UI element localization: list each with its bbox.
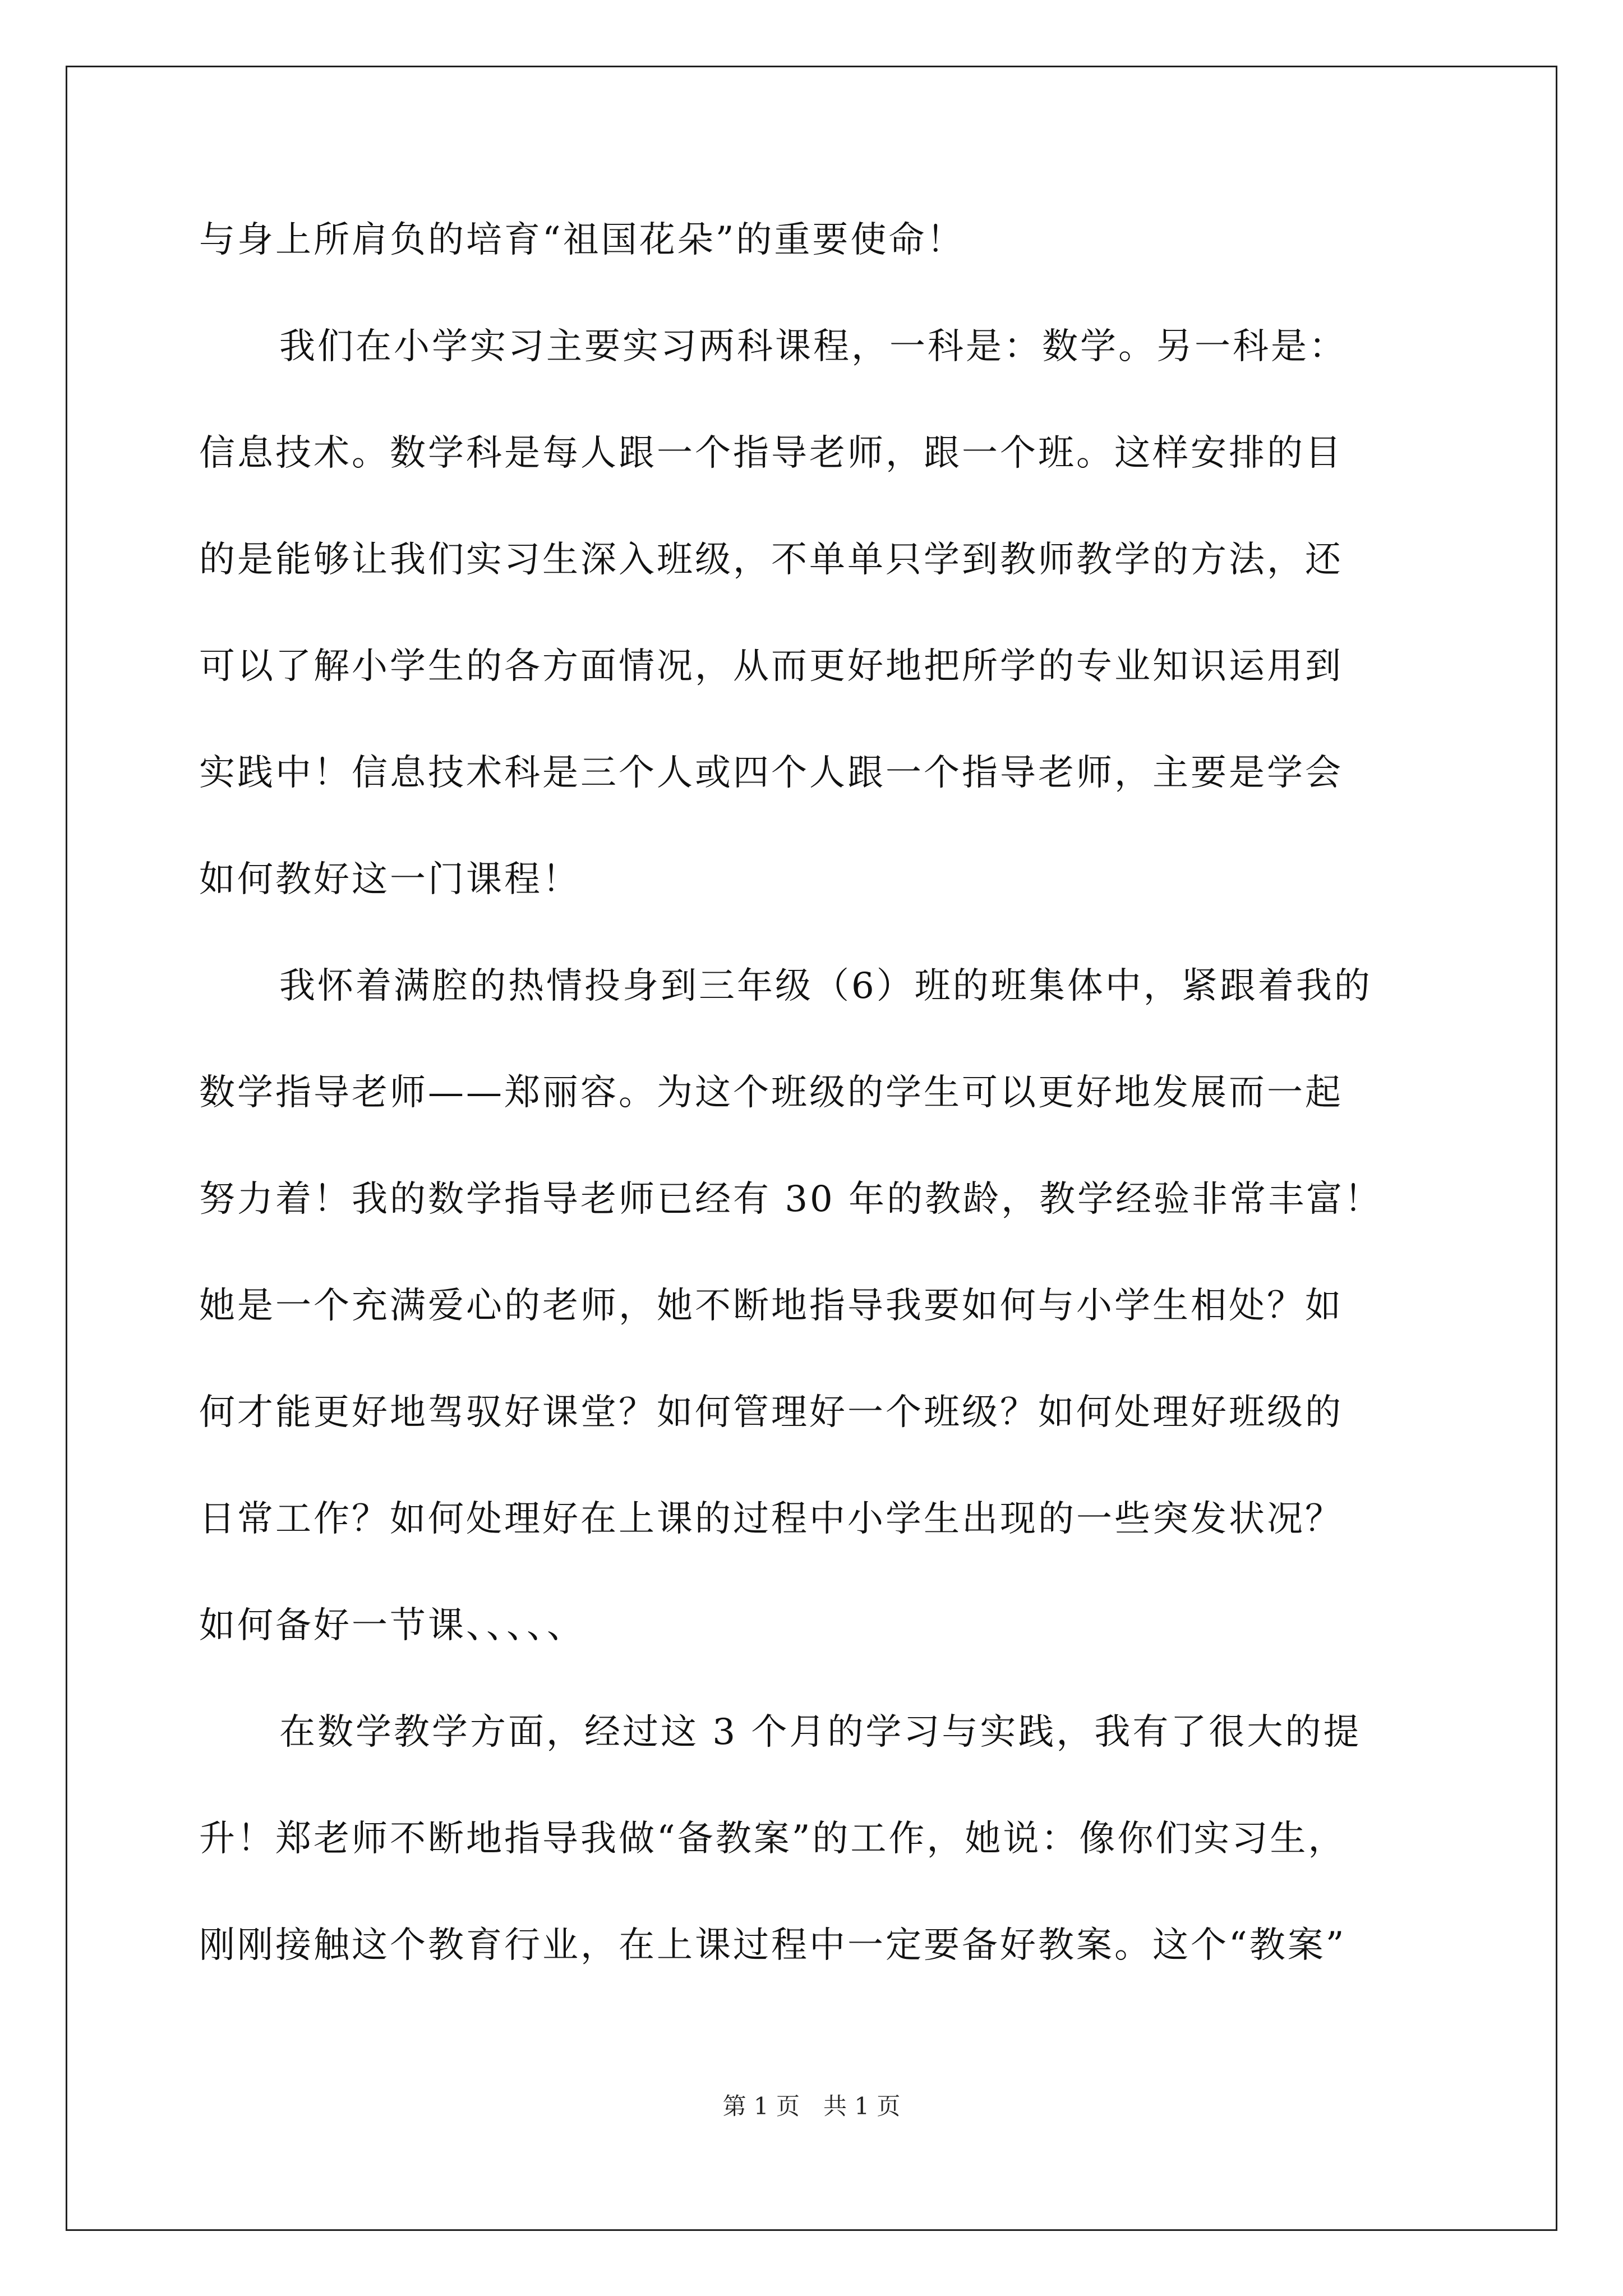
text-line: 实践中！信息技术科是三个人或四个人跟一个指导老师，主要是学会 [199, 752, 1343, 794]
text-line: 努力着！我的数学指导老师已经有 30 年的教龄，教学经验非常丰富！ [199, 1179, 1383, 1220]
paragraph-start-line: 我怀着满腔的热情投身到三年级（6）班的班集体中，紧跟着我的 [279, 965, 1372, 1007]
text-line: 的是能够让我们实习生深入班级，不单单只学到教师教学的方法，还 [199, 539, 1343, 581]
text-line: 刚刚接触这个教育行业，在上课过程中一定要备好教案。这个“教案” [199, 1925, 1347, 1966]
text-line: 如何教好这一门课程！ [199, 859, 580, 900]
text-line: 日常工作？如何处理好在上课的过程中小学生出现的一些突发状况？ [199, 1498, 1343, 1540]
text-line: 如何备好一节课、、、、、 [199, 1605, 585, 1646]
paragraph-start-line: 在数学教学方面，经过这 3 个月的学习与实践，我有了很大的提 [279, 1711, 1362, 1753]
page-border [66, 66, 1557, 2231]
paragraph-start-line: 我们在小学实习主要实习两科课程，一科是：数学。另一科是： [279, 326, 1347, 367]
text-line: 可以了解小学生的各方面情况，从而更好地把所学的专业知识运用到 [199, 646, 1343, 687]
text-line: 信息技术。数学科是每人跟一个指导老师，跟一个班。这样安排的目 [199, 432, 1343, 474]
text-line: 与身上所肩负的培育“祖国花朵”的重要使命！ [199, 219, 965, 261]
page-number-footer: 第 1 页 共 1 页 [722, 2092, 901, 2120]
text-line: 她是一个充满爱心的老师，她不断地指导我要如何与小学生相处？如 [199, 1285, 1343, 1327]
text-line: 升！郑老师不断地指导我做“备教案”的工作，她说：像你们实习生， [199, 1818, 1347, 1860]
text-line: 何才能更好地驾驭好课堂？如何管理好一个班级？如何处理好班级的 [199, 1392, 1343, 1433]
text-line: 数学指导老师——郑丽容。为这个班级的学生可以更好地发展而一起 [199, 1072, 1343, 1114]
